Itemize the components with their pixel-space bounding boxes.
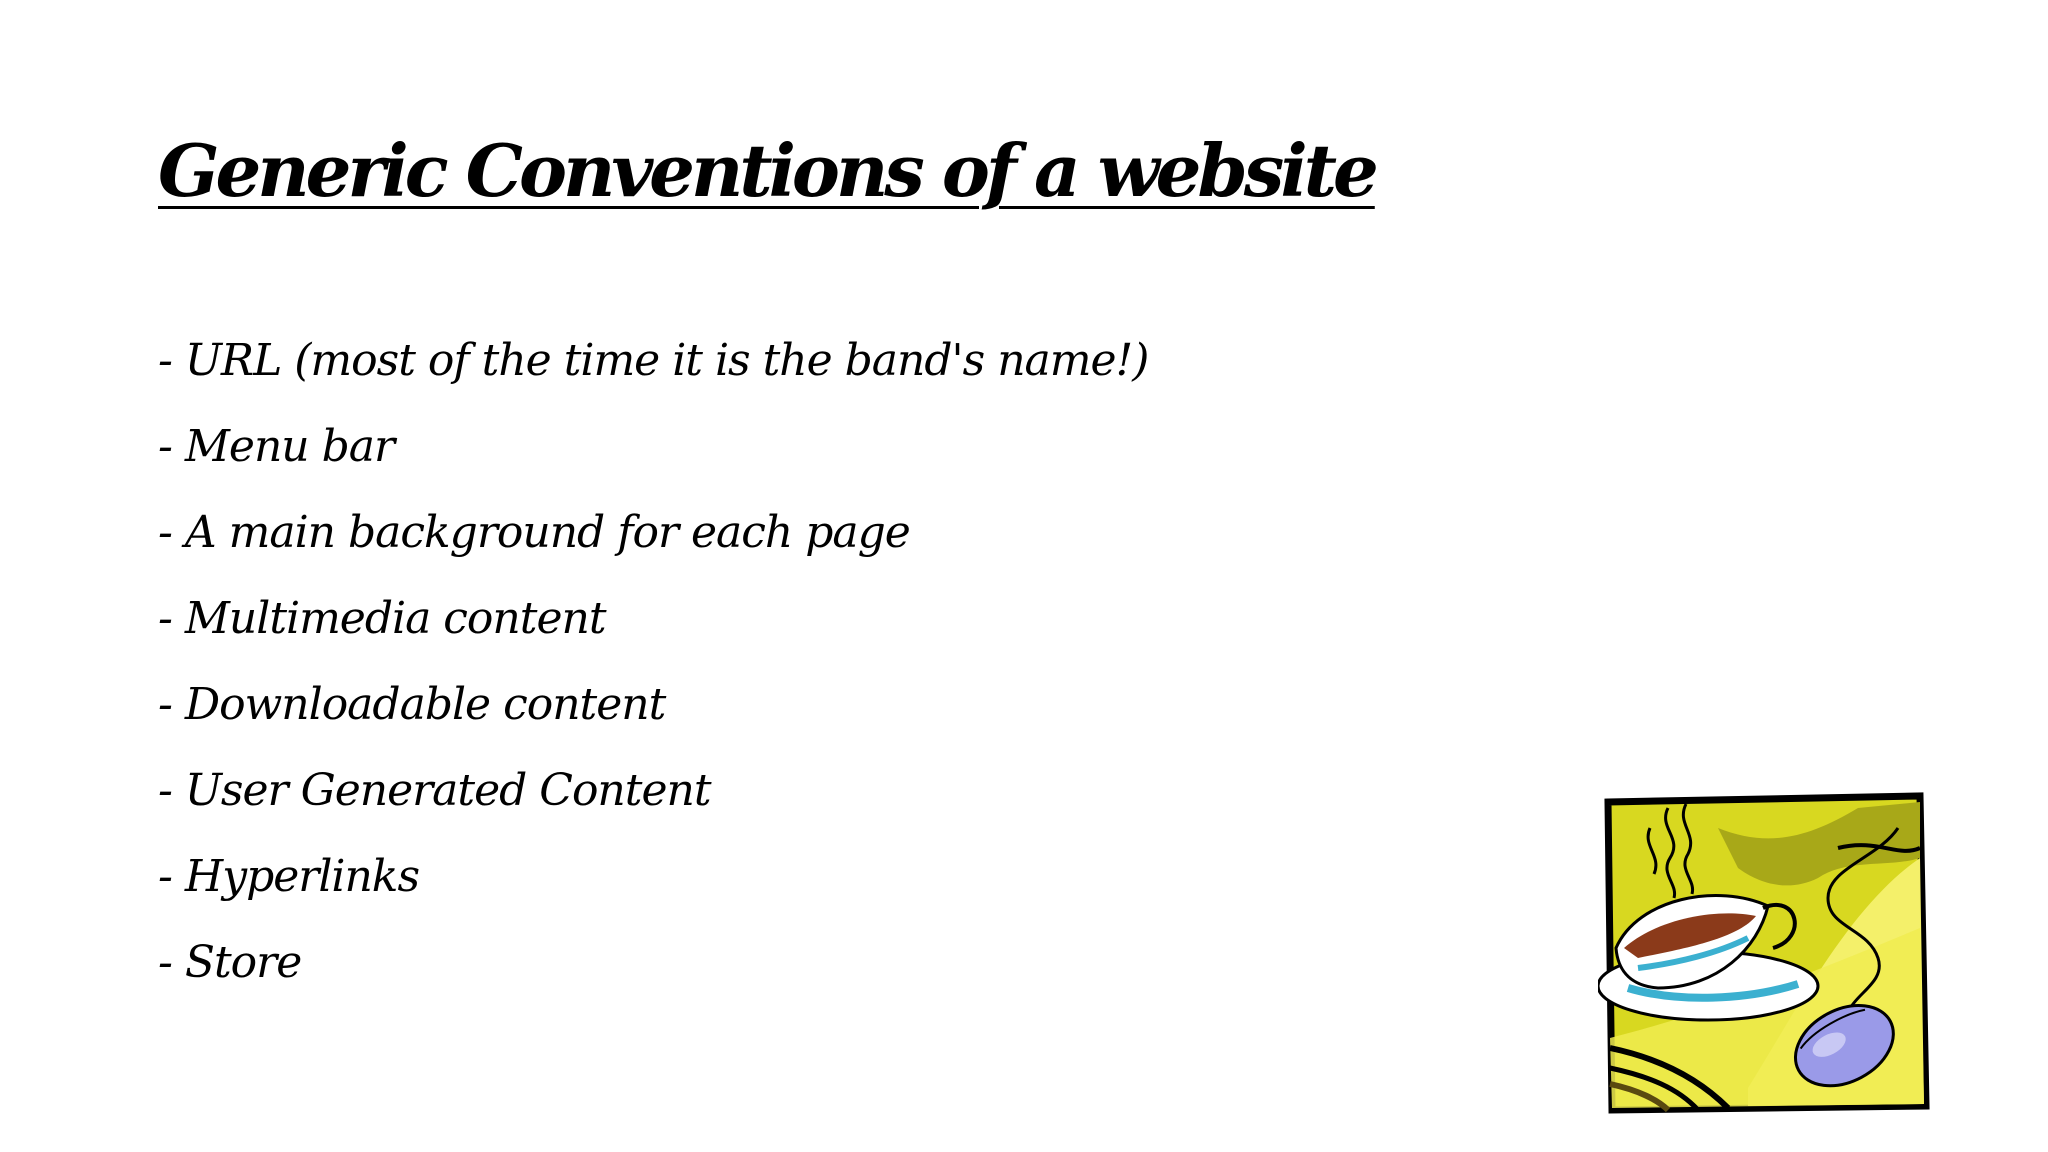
bullet-store: - Store [158,937,302,988]
coffee-mouse-clipart-icon [1598,788,1936,1114]
bullet-list [158,318,1148,1006]
bullet-url: - URL (most of the time it is the band's name!) [158,335,1149,386]
bullet-menu-bar: - Menu bar [158,421,395,472]
bullet-user-generated: - User Generated Content [158,765,711,816]
bullet-multimedia: - Multimedia content [158,593,606,644]
slide-title: Generic Conventions of a website [158,128,1375,213]
bullet-main-background: - A main background for each page [158,507,910,558]
bullet-downloadable: - Downloadable content [158,679,666,730]
bullet-hyperlinks: - Hyperlinks [158,851,420,902]
